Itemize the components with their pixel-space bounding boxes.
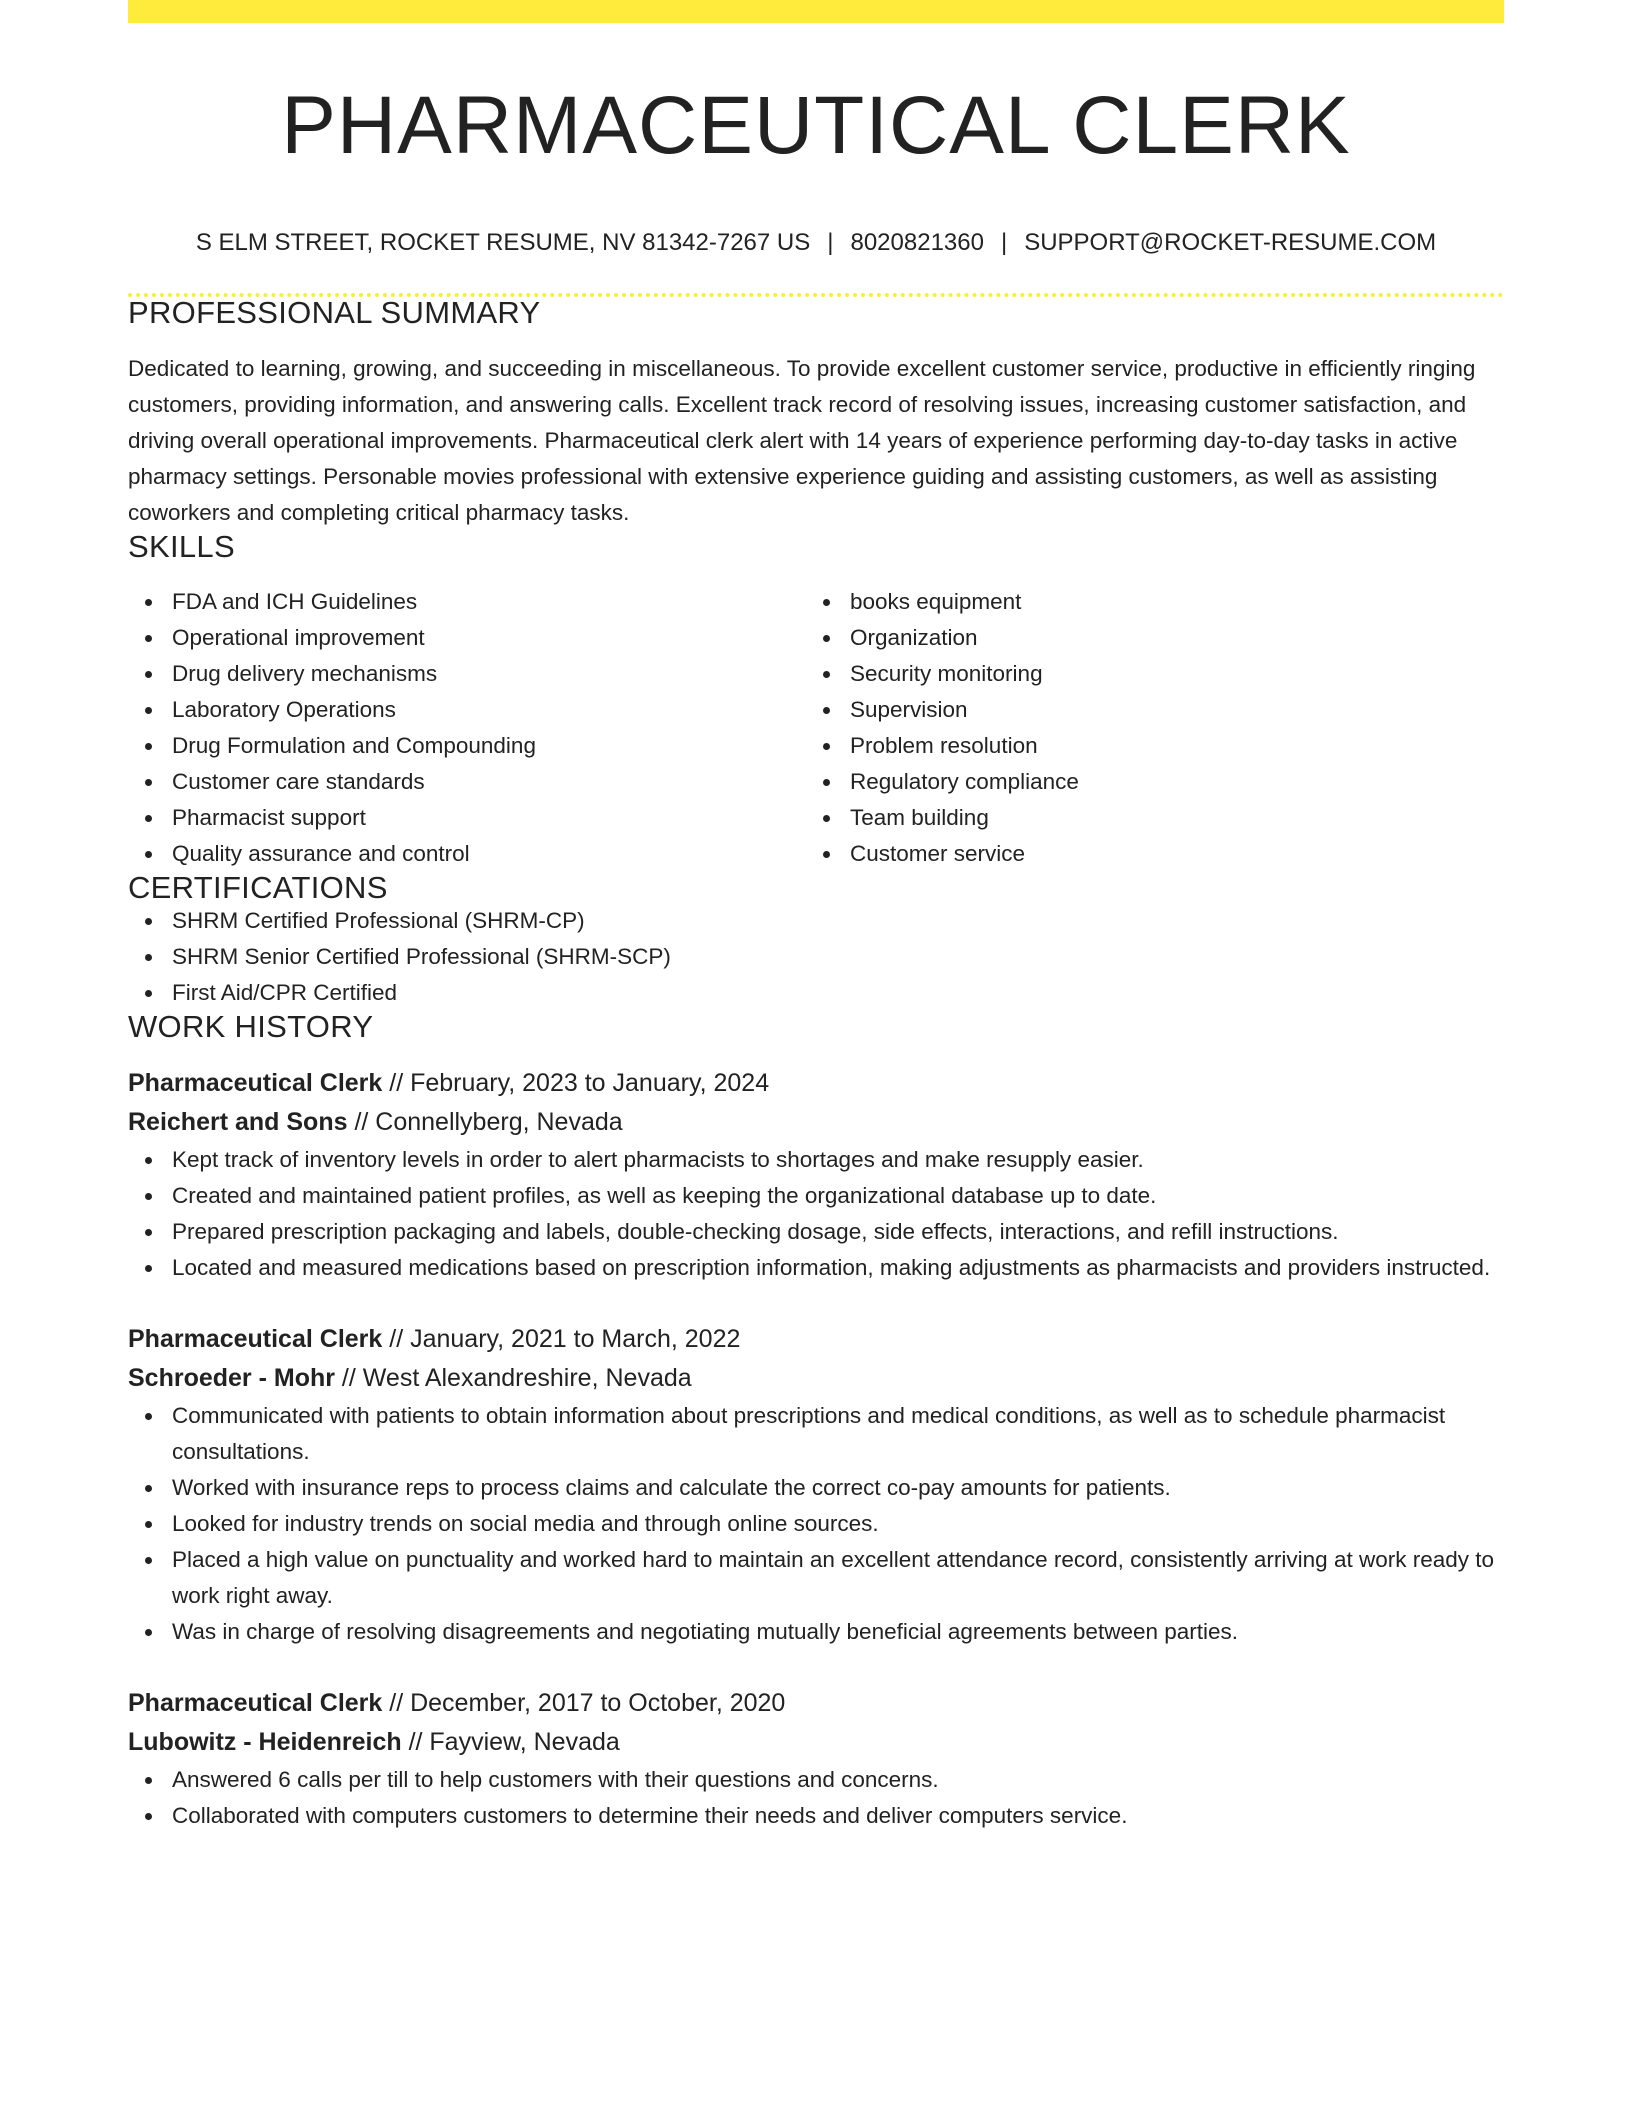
job-company: Lubowitz - Heidenreich [128,1728,402,1756]
job-bullet-item: Collaborated with computers customers to determine their needs and deliver computers service. [128,1798,1504,1834]
skill-item: Customer care standards [128,764,806,800]
job-role: Pharmaceutical Clerk [128,1069,383,1097]
job-title-line [128,1684,1504,1723]
skills-column-right [806,584,1484,872]
job-bullet-item: Kept track of inventory levels in order to alert pharmacists to shortages and make resupply easier. [128,1142,1504,1178]
skills-list-left [128,584,806,872]
job-bullet-item: Prepared prescription packaging and labels, double-checking dosage, side effects, interactions, and refill instructions. [128,1214,1504,1250]
job-company: Reichert and Sons [128,1108,348,1136]
job-company: Schroeder - Mohr [128,1364,335,1392]
job-location: // Fayview, Nevada [401,1728,620,1756]
accent-top-bar [128,0,1504,23]
job-role: Pharmaceutical Clerk [128,1689,383,1717]
work-history-heading: WORK HISTORY [128,1009,374,1044]
skill-item: Quality assurance and control [128,836,806,872]
job-bullet-item: Placed a high value on punctuality and worked hard to maintain an excellent attendance record, consistently arriving at work ready to work right away. [128,1542,1504,1614]
skill-item: Organization [806,620,1484,656]
certifications-list [128,903,1504,1011]
skill-item: Customer service [806,836,1484,872]
job-role: Pharmaceutical Clerk [128,1325,383,1353]
work-history-list [128,1064,1504,1834]
job-company-line [128,1723,1504,1762]
certification-item: SHRM Senior Certified Professional (SHRM-SCP) [128,939,1504,975]
job-company-line [128,1359,1504,1398]
skill-item: Security monitoring [806,656,1484,692]
job-bullet-item: Answered 6 calls per till to help customers with their questions and concerns. [128,1762,1504,1798]
job-entry [128,1684,1504,1834]
job-bullet-list [128,1398,1504,1650]
job-bullet-list [128,1762,1504,1834]
job-bullet-item: Created and maintained patient profiles, as well as keeping the organizational database up to date. [128,1178,1504,1214]
job-bullet-item: Was in charge of resolving disagreements and negotiating mutually beneficial agreements between parties. [128,1614,1504,1650]
job-company-line [128,1103,1504,1142]
skill-item: Drug delivery mechanisms [128,656,806,692]
job-title-line [128,1320,1504,1359]
skill-item: Drug Formulation and Compounding [128,728,806,764]
job-entry [128,1064,1504,1286]
job-dates: // December, 2017 to October, 2020 [382,1689,786,1717]
skill-item: Operational improvement [128,620,806,656]
skill-item: Team building [806,800,1484,836]
job-bullet-item: Worked with insurance reps to process claims and calculate the correct co-pay amounts for patients. [128,1470,1504,1506]
job-bullet-item: Communicated with patients to obtain information about prescriptions and medical conditions, as well as to schedule pharmacist consultations. [128,1398,1504,1470]
job-title-line [128,1064,1504,1103]
contact-separator: | [1000,229,1008,256]
skills-grid [128,584,1504,872]
skill-item: Pharmacist support [128,800,806,836]
skill-item: Regulatory compliance [806,764,1484,800]
skills-column-left [128,584,806,872]
job-bullet-item: Located and measured medications based on prescription information, making adjustments as pharmacists and providers instructed. [128,1250,1504,1286]
resume-name-title: PHARMACEUTICAL CLERK [281,80,1351,171]
skills-heading: SKILLS [128,529,235,564]
contact-email: SUPPORT@ROCKET-RESUME.COM [1024,229,1437,256]
contact-phone: 8020821360 [850,229,984,256]
summary-heading: PROFESSIONAL SUMMARY [128,295,541,330]
contact-address: S ELM STREET, ROCKET RESUME, NV 81342-7267 US [195,229,811,256]
job-bullet-list [128,1142,1504,1286]
job-location: // Connellyberg, Nevada [347,1108,623,1136]
skill-item: Problem resolution [806,728,1484,764]
job-dates: // February, 2023 to January, 2024 [382,1069,770,1097]
summary-paragraph: Dedicated to learning, growing, and succeeding in miscellaneous. To provide excellent customer service, productive in efficiently ringing customers, providing information, and answering calls. Excellent track record of resolving issues, increasing customer satisfaction, and driving overall operational improvements. Pharmaceutical clerk alert with 14 years of experience performing day-to-day tasks in active pharmacy settings. Personable movies professional with extensive experience guiding and assisting customers, as well as assisting coworkers and completing critical pharmacy tasks. [128,356,1476,525]
skills-list-right [806,584,1484,872]
skill-item: FDA and ICH Guidelines [128,584,806,620]
skill-item: books equipment [806,584,1484,620]
skill-item: Laboratory Operations [128,692,806,728]
skill-item: Supervision [806,692,1484,728]
contact-line [128,231,1504,255]
job-dates: // January, 2021 to March, 2022 [382,1325,741,1353]
resume-page [128,0,1504,1834]
job-entry [128,1320,1504,1650]
certification-item: SHRM Certified Professional (SHRM-CP) [128,903,1504,939]
contact-separator: | [827,229,834,256]
certifications-heading: CERTIFICATIONS [128,870,388,905]
job-location: // West Alexandreshire, Nevada [334,1364,692,1392]
certification-item: First Aid/CPR Certified [128,975,1504,1011]
job-bullet-item: Looked for industry trends on social media and through online sources. [128,1506,1504,1542]
